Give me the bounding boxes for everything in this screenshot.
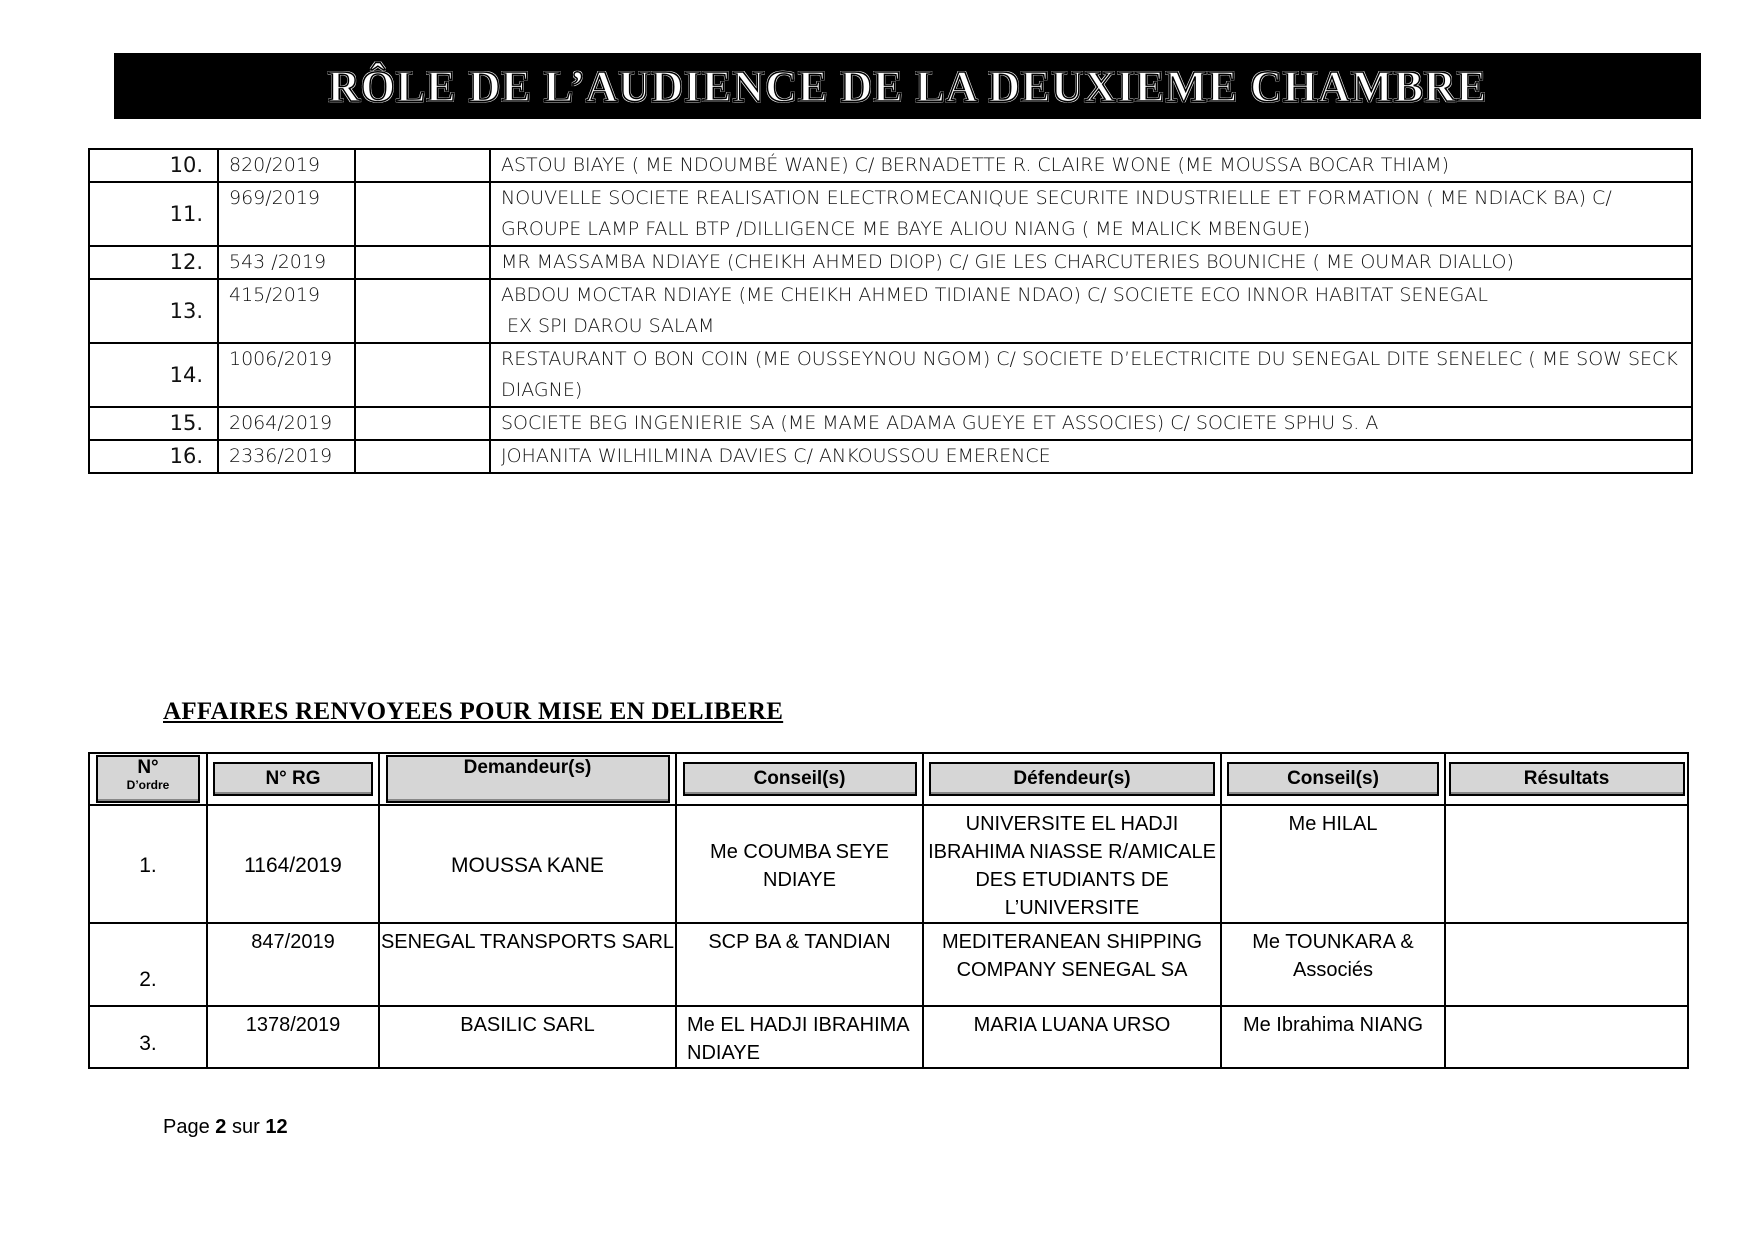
cell-resultats [1445,1006,1688,1068]
cell-conseil-1: Me EL HADJI IBRAHIMA NDIAYE [676,1006,923,1068]
header-defendeur-box [929,762,1215,796]
table-header-row [89,753,1688,805]
cell-defendeur: UNIVERSITE EL HADJI IBRAHIMA NIASSE R/AMICALE DES ETUDIANTS DE L’UNIVERSITE [923,805,1221,923]
cell-rg: 1164/2019 [207,805,379,923]
row-parties-line-1: ABDOU MOCTAR NDIAYE (ME CHEIKH AHMED TIDIANE NDAO) C/ SOCIETE ECO INNOR HABITAT SENEGAL [501,284,1488,306]
row-parties-line-2: EX SPI DAROU SALAM [507,315,715,337]
header-demandeur [379,753,676,805]
table-row [89,246,1692,279]
footer-sur-label: sur [231,1116,260,1138]
row-rg: 969/2019 [218,182,355,246]
header-demandeur-label: Demandeur(s) [463,757,592,778]
header-conseil-2-box [1227,762,1439,796]
table-row [89,805,1688,923]
row-rg: 2064/2019 [218,407,355,440]
header-resultats [1445,753,1688,805]
header-ordre [89,753,207,805]
row-empty-cell [355,407,490,440]
row-empty-cell [355,279,490,343]
cell-rg: 1378/2019 [207,1006,379,1068]
row-number: 14. [89,343,218,407]
cell-ordre: 2. [89,923,207,1006]
cell-ordre: 3. [89,1006,207,1068]
cell-conseil-2: Me TOUNKARA & Associés [1221,923,1445,1006]
cell-resultats [1445,923,1688,1006]
row-rg: 415/2019 [218,279,355,343]
section-title: AFFAIRES RENVOYEES POUR MISE EN DELIBERE [163,698,784,725]
cell-conseil-1: Me COUMBA SEYE NDIAYE [676,805,923,923]
cell-demandeur: SENEGAL TRANSPORTS SARL [379,923,676,1006]
table-row [89,149,1692,182]
header-rg-box [213,762,373,796]
row-parties [490,279,1692,343]
cell-demandeur: MOUSSA KANE [379,805,676,923]
header-demandeur-box [386,755,670,803]
header-ordre-box [96,755,200,803]
header-conseil-1 [676,753,923,805]
header-conseil-1-label: Conseil(s) [753,768,846,789]
row-number: 13. [89,279,218,343]
header-conseil-2 [1221,753,1445,805]
delibere-table [88,752,1689,1069]
header-resultats-label: Résultats [1523,768,1610,789]
row-number: 15. [89,407,218,440]
row-number: 16. [89,440,218,473]
cell-rg: 847/2019 [207,923,379,1006]
row-parties: MR MASSAMBA NDIAYE (CHEIKH AHMED DIOP) C/ GIE LES CHARCUTERIES BOUNICHE ( ME OUMAR DIALLO) [490,246,1692,279]
row-number: 11. [89,182,218,246]
row-empty-cell [355,440,490,473]
table-row [89,343,1692,407]
row-parties: SOCIETE BEG INGENIERIE SA (ME MAME ADAMA GUEYE ET ASSOCIES) C/ SOCIETE SPHU S. A [490,407,1692,440]
role-table [88,148,1693,474]
cell-defendeur: MEDITERANEAN SHIPPING COMPANY SENEGAL SA [923,923,1221,1006]
row-rg: 2336/2019 [218,440,355,473]
cell-ordre: 1. [89,805,207,923]
footer-page-current: 2 [215,1116,227,1138]
header-ordre-sublabel: D’ordre [126,778,170,792]
table-row [89,440,1692,473]
page-banner [114,53,1701,119]
table-row [89,1006,1688,1068]
header-resultats-box [1449,762,1685,796]
row-parties: ASTOU BIAYE ( ME NDOUMBÉ WANE) C/ BERNADETTE R. CLAIRE WONE (ME MOUSSA BOCAR THIAM) [490,149,1692,182]
row-rg: 543 /2019 [218,246,355,279]
footer-page-total: 12 [265,1116,288,1138]
footer-page-label: Page [163,1116,210,1138]
row-parties: JOHANITA WILHILMINA DAVIES C/ ANKOUSSOU EMERENCE [490,440,1692,473]
row-rg: 1006/2019 [218,343,355,407]
header-defendeur-label: Défendeur(s) [1013,768,1131,789]
cell-defendeur: MARIA LUANA URSO [923,1006,1221,1068]
row-number: 12. [89,246,218,279]
header-rg [207,753,379,805]
table-row [89,407,1692,440]
row-empty-cell [355,343,490,407]
cell-demandeur: BASILIC SARL [379,1006,676,1068]
header-ordre-label: N° [137,757,159,778]
row-empty-cell [355,182,490,246]
row-rg: 820/2019 [218,149,355,182]
cell-conseil-2: Me HILAL [1221,805,1445,923]
header-conseil-1-box [683,762,917,796]
header-rg-label: N° RG [265,768,321,789]
table-row [89,923,1688,1006]
row-empty-cell [355,246,490,279]
row-number: 10. [89,149,218,182]
row-parties: NOUVELLE SOCIETE REALISATION ELECTROMECANIQUE SECURITE INDUSTRIELLE ET FORMATION ( ME NDIACK BA) C/ GROUPE LAMP FALL BTP /DILLIGENCE ME BAYE ALIOU NIANG ( ME MALICK MBENGUE) [490,182,1692,246]
banner-title: RÔLE DE L’AUDIENCE DE LA DEUXIEME CHAMBRE [327,61,1488,111]
cell-resultats [1445,805,1688,923]
header-conseil-2-label: Conseil(s) [1287,768,1379,789]
cell-conseil-2: Me Ibrahima NIANG [1221,1006,1445,1068]
cell-conseil-1: SCP BA & TANDIAN [676,923,923,1006]
row-empty-cell [355,149,490,182]
row-parties: RESTAURANT O BON COIN (ME OUSSEYNOU NGOM) C/ SOCIETE D’ELECTRICITE DU SENEGAL DITE SENELEC ( ME SOW SECK DIAGNE) [490,343,1692,407]
page-footer [163,1116,288,1139]
header-defendeur [923,753,1221,805]
table-row [89,279,1692,343]
table-row [89,182,1692,246]
